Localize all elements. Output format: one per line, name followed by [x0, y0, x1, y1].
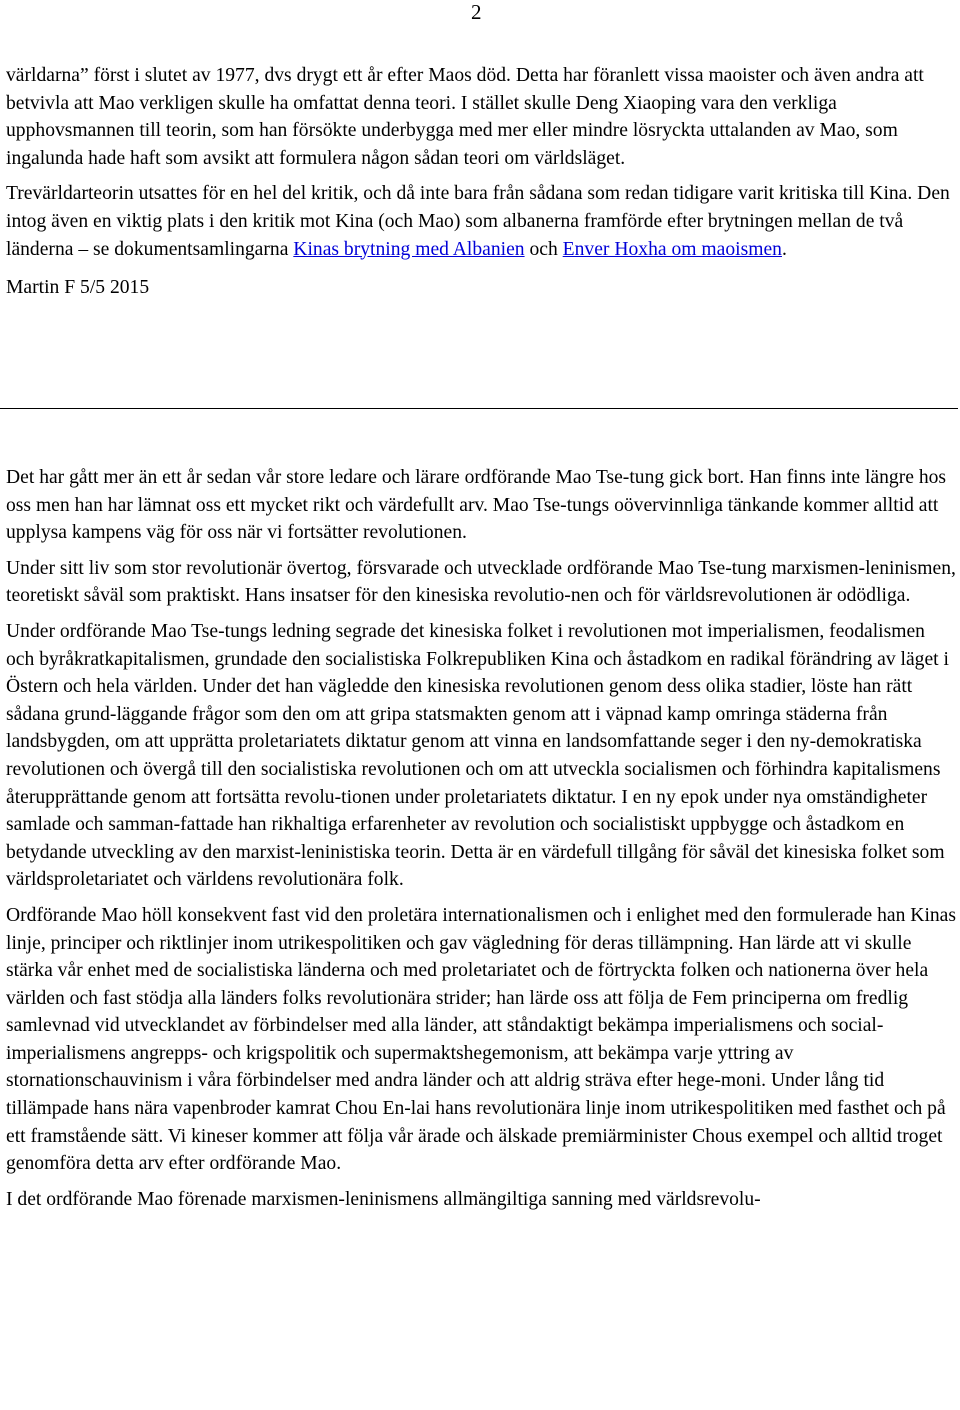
- intro-paragraph-2-text-c: .: [781, 238, 787, 260]
- article-paragraph-1: Det har gått mer än ett år sedan vår store ledare och lärare ordförande Mao Tse-tung gick bort. Han finns inte längre hos oss men han har lämnat oss ett mycket rikt och värdefullt arv. Mao Tse-tungs oövervinnliga tänkande kommer alltid att upplysa kampens väg för oss när vi fortsätter revolutionen.: [6, 467, 947, 544]
- link-enver-hoxha-om-maoismen[interactable]: Enver Hoxha om maoismen: [562, 238, 782, 260]
- intro-section: [6, 62, 956, 310]
- intro-paragraph-2: [6, 180, 956, 263]
- intro-paragraph-2-text-b: och: [524, 238, 563, 260]
- article-section: [6, 464, 956, 1221]
- signature: Martin F 5/5 2015: [6, 277, 150, 299]
- horizontal-divider: [0, 408, 958, 409]
- intro-paragraph-1: världarna” först i slutet av 1977, dvs drygt ett år efter Maos död. Detta har föranlett vissa maoister och även andra att betvivla att Mao verkligen skulle ha omfattat denna teori. I stället skulle Deng Xiaoping vara den verkliga upphovsmannen till teorin, som han försökte underbygga med mer eller mindre lösryckta uttalanden av Mao, som ingalunda hade haft som avsikt att formulera någon sådan teori om världsläget.: [6, 65, 924, 169]
- page-number: 2: [471, 0, 482, 24]
- article-paragraph-5: I det ordförande Mao förenade marxismen-leninismens allmängiltiga sanning med världsrevolu-: [6, 1188, 761, 1210]
- article-paragraph-3: Under ordförande Mao Tse-tungs ledning segrade det kinesiska folket i revolutionen mot imperialismen, feodalismen och byråkratkapitalismen, grundade den socialistiska Folkrepubliken Kina och åstadkom en radikal förändring av läget i Östern och hela världen. Under det han vägledde den kinesiska revolutionen genom dess olika stadier, löste han rätt sådana grund-läggande frågor som den om att gripa statsmakten genom att i väpnad kamp omringa städerna från landsbygden, om att upprätta proletariatets diktatur genom att vinna en landsomfattande seger i den ny-demokratiska revolutionen och övergå till den socialistiska revolutionen och om att utveckla socialismen och förhindra kapitalismens återupprättande genom att fortsätta revolu-tionen under proletariatets diktatur. I en ny epok under nya omständigheter samlade och samman-fattade han rikhaltiga erfarenheter av revolution och socialistiskt uppbygge och åstadkom en betydande utveckling av den marxist-leninistiska teorin. Detta är en värdefull tillgång för såväl det kinesiska folket som världsproletariatet och världens revolutionära folk.: [6, 620, 949, 891]
- article-paragraph-2: Under sitt liv som stor revolutionär övertog, försvarade och utvecklade ordförande Mao Tse-tung marxismen-leninismen, teoretiskt såväl som praktiskt. Hans insatser för den kinesiska revolutio-nen och för världsrevolutionen är odödliga.: [6, 557, 956, 607]
- intro-paragraph-2-text-a: Trevärldarteorin utsattes för en hel del kritik, och då inte bara från sådana som redan tidigare varit kritiska till Kina. Den intog även en viktig plats i den kritik mot Kina (och Mao) som albanerna framförde efter brytningen mellan de två länderna – se dokumentsamlingarna: [6, 183, 950, 260]
- link-kinas-brytning-med-albanien[interactable]: Kinas brytning med Albanien: [293, 238, 525, 260]
- article-paragraph-4: Ordförande Mao höll konsekvent fast vid den proletära internationalismen och i enlighet med den formulerade han Kinas linje, principer och riktlinjer inom utrikespolitiken och gav vägledning för deras tillämpning. Han lärde att vi skulle stärka vår enhet med de socialistiska länderna och med proletariatet och de förtryckta folken och nationerna över hela världen och fast stödja alla länders folks revolutionära strider; han lärde oss att följa de Fem principerna om fredlig samlevnad vid utvecklandet av förbindelser med alla länder, att ståndaktigt bekämpa imperialismens och social-imperialismens angrepps- och krigspolitik och supermaktshegemonism, att bekämpa varje yttring av stornationschauvinism i våra förbindelser med andra länder och att aldrig sträva efter hege-moni. Under lång tid tillämpade hans nära vapenbroder kamrat Chou En-lai hans revolutionära linje inom utrikespolitiken med fasthet och på ett framstående sätt. Vi kineser kommer att följa vår ärade och älskade premiärminister Chous exempel och alltid troget genomföra detta arv efter ordförande Mao.: [6, 904, 957, 1175]
